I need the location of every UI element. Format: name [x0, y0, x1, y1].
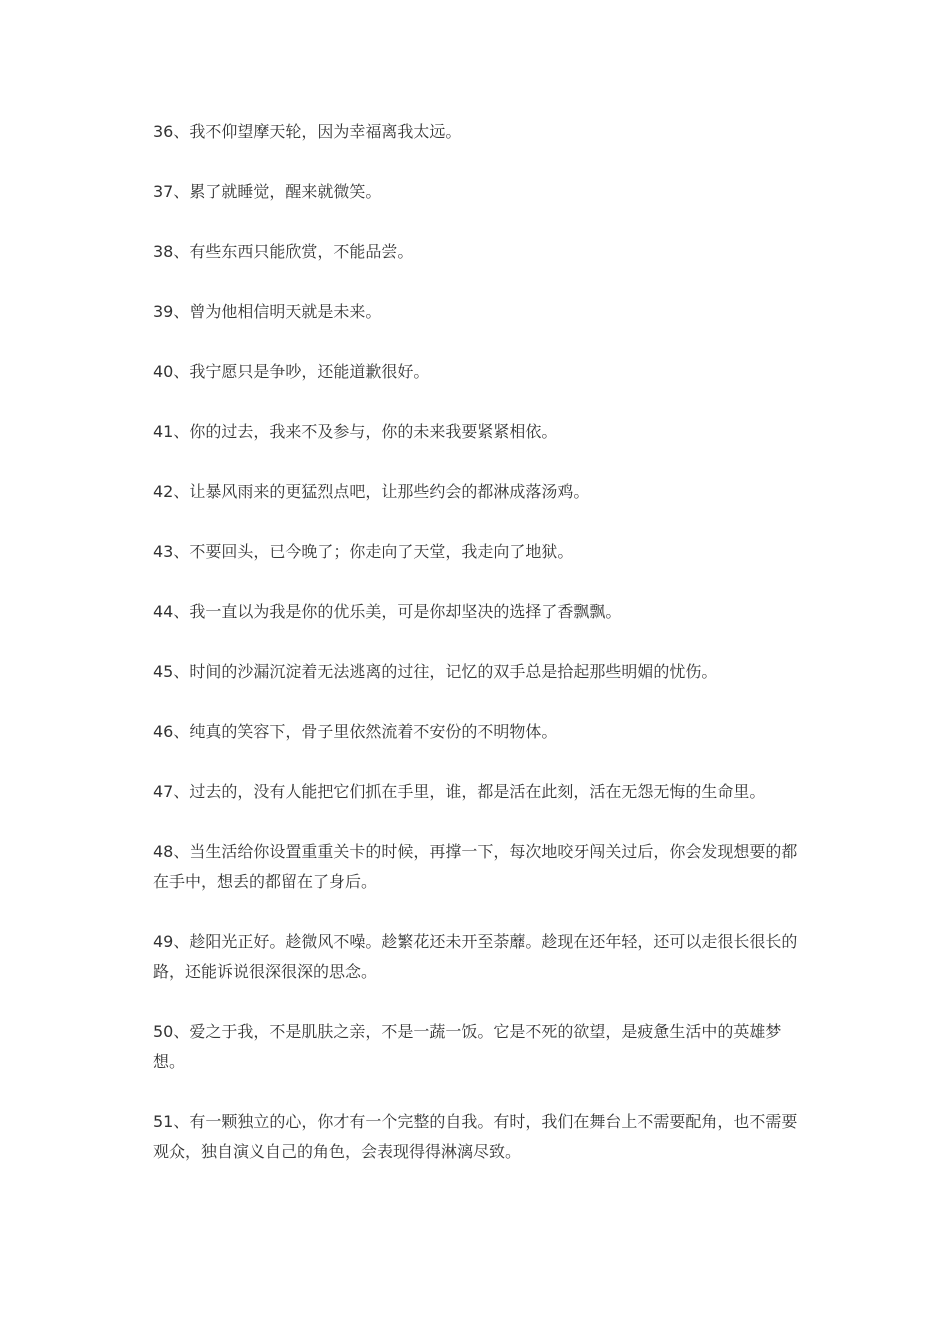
quote-item-40: 40、我宁愿只是争吵，还能道歉很好。: [153, 362, 430, 381]
quote-item-37: 37、累了就睡觉，醒来就微笑。: [153, 182, 382, 201]
quote-item-49: 49、趁阳光正好。趁微风不噪。趁繁花还未开至荼蘼。趁现在还年轻，还可以走很长很长的路，还能诉说很深很深的思念。: [153, 932, 798, 981]
quote-item-51: 51、有一颗独立的心，你才有一个完整的自我。有时，我们在舞台上不需要配角，也不需要观众，独自演义自己的角色，会表现得得淋漓尽致。: [153, 1112, 798, 1161]
quote-item-47: 47、过去的，没有人能把它们抓在手里，谁，都是活在此刻，活在无怨无悔的生命里。: [153, 782, 766, 801]
quote-list: [153, 117, 798, 1167]
quote-item-46: 46、纯真的笑容下，骨子里依然流着不安份的不明物体。: [153, 722, 558, 741]
quote-item-50: 50、爱之于我，不是肌肤之亲，不是一蔬一饭。它是不死的欲望，是疲惫生活中的英雄梦想。: [153, 1022, 782, 1071]
quote-item-43: 43、不要回头，已今晚了；你走向了天堂，我走向了地狱。: [153, 542, 574, 561]
quote-item-45: 45、时间的沙漏沉淀着无法逃离的过往，记忆的双手总是拾起那些明媚的忧伤。: [153, 662, 718, 681]
quote-item-36: 36、我不仰望摩天轮，因为幸福离我太远。: [153, 122, 462, 141]
quote-item-42: 42、让暴风雨来的更猛烈点吧，让那些约会的都淋成落汤鸡。: [153, 482, 590, 501]
quote-item-44: 44、我一直以为我是你的优乐美，可是你却坚决的选择了香飘飘。: [153, 602, 622, 621]
quote-item-38: 38、有些东西只能欣赏，不能品尝。: [153, 242, 414, 261]
quote-item-41: 41、你的过去，我来不及参与，你的未来我要紧紧相依。: [153, 422, 558, 441]
quote-item-48: 48、当生活给你设置重重关卡的时候，再撑一下，每次地咬牙闯关过后，你会发现想要的都在手中，想丢的都留在了身后。: [153, 842, 798, 891]
quote-item-39: 39、曾为他相信明天就是未来。: [153, 302, 382, 321]
